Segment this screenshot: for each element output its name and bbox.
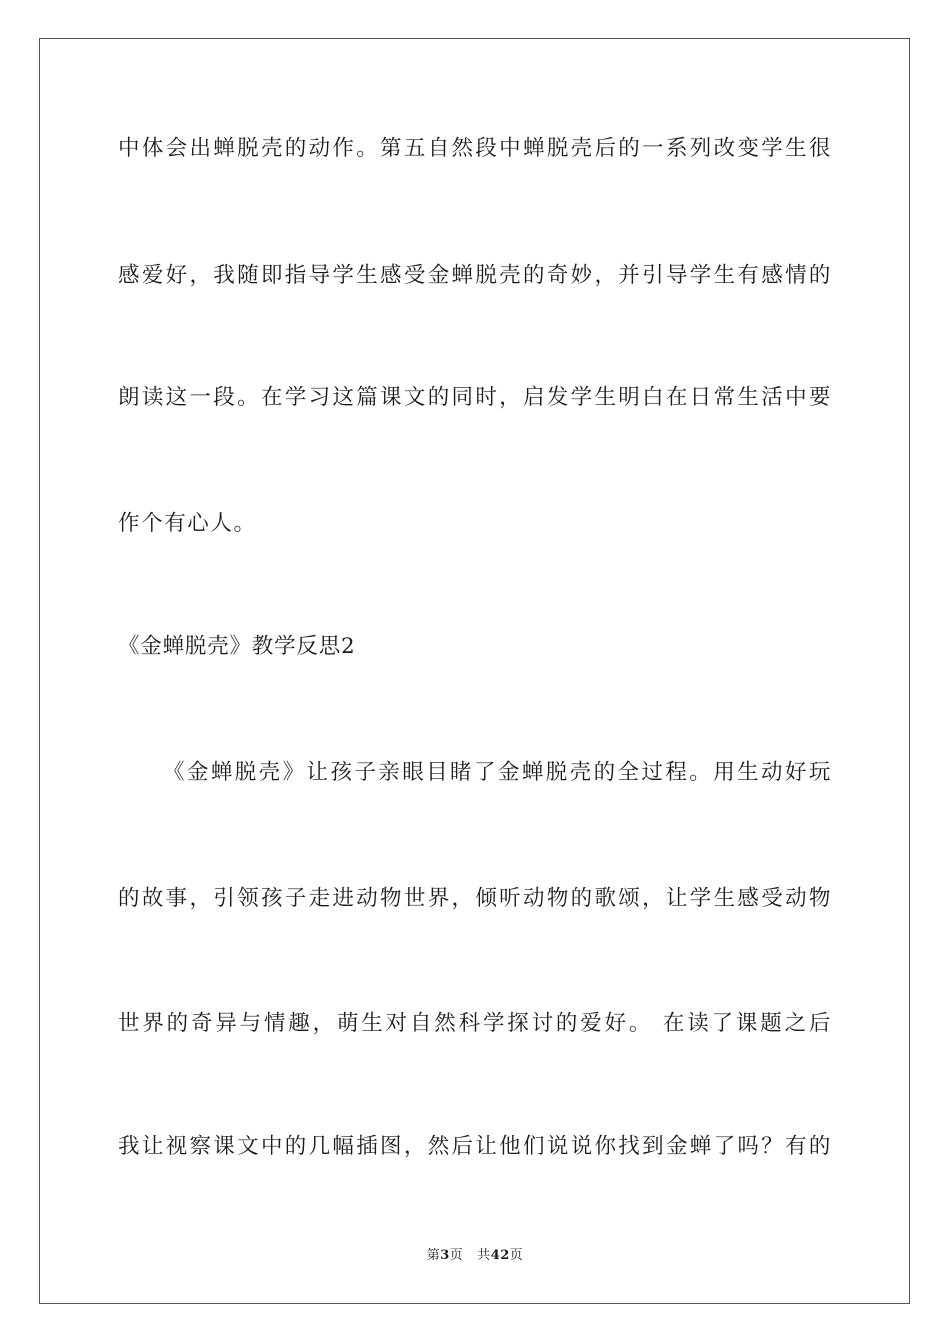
- body-line-4: 我让视察课文中的几幅插图，然后让他们说说你找到金蝉了吗？有的: [118, 1134, 832, 1159]
- footer-page-prefix: 第: [426, 1248, 441, 1263]
- text-line-3: 朗读这一段。在学习这篇课文的同时，启发学生明白在日常生活中要: [118, 385, 832, 410]
- text-line-2: 感爱好，我随即指导学生感受金蝉脱壳的奇妙，并引导学生有感情的: [118, 263, 832, 288]
- footer-total-suffix: 页: [509, 1248, 524, 1263]
- page-footer: [0, 1247, 950, 1265]
- footer-page-suffix: 页: [449, 1248, 464, 1263]
- text-line-1: 中体会出蝉脱壳的动作。第五自然段中蝉脱壳后的一系列改变学生很: [118, 136, 832, 161]
- footer-total-pages: 42: [490, 1248, 510, 1263]
- body-line-2: 的故事，引领孩子走进动物世界，倾听动物的歌颂，让学生感受动物: [118, 886, 832, 911]
- footer-total-prefix: 共: [477, 1248, 491, 1263]
- page-border: [39, 38, 910, 1304]
- body-line-3: 世界的奇异与情趣，萌生对自然科学探讨的爱好。 在读了课题之后: [118, 1011, 832, 1036]
- footer-page-number: 3: [440, 1248, 450, 1263]
- section-title: 《金蝉脱壳》教学反思2: [118, 634, 356, 659]
- text-line-4: 作个有心人。: [118, 511, 257, 536]
- body-line-1: 《金蝉脱壳》让孩子亲眼目睹了金蝉脱壳的全过程。用生动好玩: [163, 760, 832, 785]
